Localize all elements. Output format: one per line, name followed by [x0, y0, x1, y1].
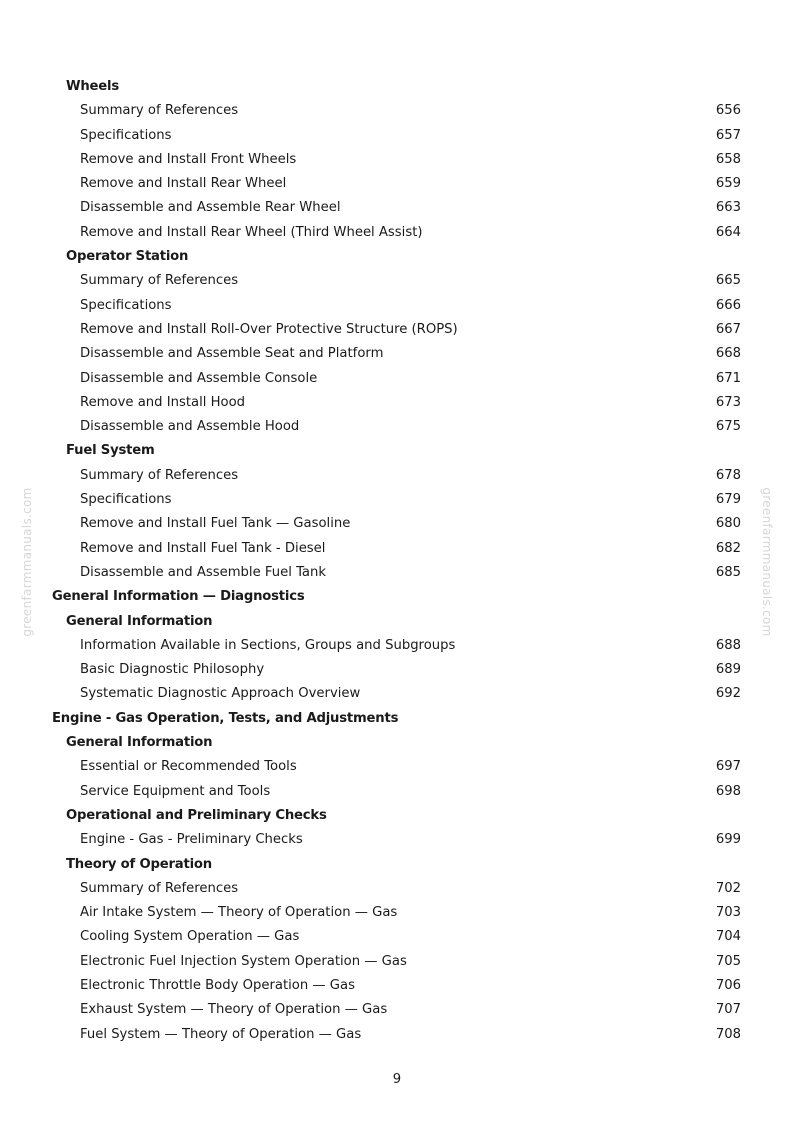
- toc-page-number: 679: [715, 492, 741, 508]
- toc-page-number: 666: [715, 297, 741, 313]
- toc-page-number: 702: [715, 880, 741, 896]
- toc-page-number: 656: [715, 103, 741, 119]
- toc-page-number: 708: [715, 1026, 741, 1042]
- toc-heading: [0, 75, 794, 99]
- toc-entry-label: Service Equipment and Tools: [80, 783, 271, 799]
- toc-heading-label: General Information — Diagnostics: [52, 589, 305, 605]
- toc-entry[interactable]: [0, 561, 794, 585]
- toc-page-number: 667: [715, 321, 741, 337]
- toc-entry-label: Disassemble and Assemble Fuel Tank: [80, 564, 327, 580]
- toc-entry[interactable]: [0, 269, 794, 293]
- toc-entry-label: Remove and Install Fuel Tank - Diesel: [80, 540, 326, 556]
- toc-heading-label: Operator Station: [66, 249, 189, 265]
- toc-entry-label: Remove and Install Front Wheels: [80, 151, 297, 167]
- toc-page-number: 678: [715, 467, 741, 483]
- toc-page-number: 659: [715, 176, 741, 192]
- toc-page-number: 697: [715, 759, 741, 775]
- toc-entry-label: Disassemble and Assemble Console: [80, 370, 318, 386]
- toc-page-number: 675: [715, 419, 741, 435]
- toc-entry[interactable]: [0, 658, 794, 682]
- toc-entry-label: Cooling System Operation — Gas: [80, 929, 300, 945]
- toc-page-number: 707: [715, 1002, 741, 1018]
- toc-entry[interactable]: [0, 464, 794, 488]
- toc-entry-label: Engine - Gas - Preliminary Checks: [80, 832, 303, 848]
- toc-page-number: 680: [715, 516, 741, 532]
- toc-entry-label: Remove and Install Rear Wheel (Third Wheel Assist): [80, 224, 423, 240]
- toc-page-number: 657: [715, 127, 741, 143]
- toc-entry[interactable]: [0, 148, 794, 172]
- watermark-right: greenfarmmanuals.com: [760, 487, 774, 637]
- toc-page-number: 692: [715, 686, 741, 702]
- toc-entry-label: Remove and Install Hood: [80, 394, 246, 410]
- toc-entry-label: Remove and Install Fuel Tank — Gasoline: [80, 516, 351, 532]
- toc-entry[interactable]: [0, 318, 794, 342]
- toc-entry[interactable]: [0, 537, 794, 561]
- toc-entry[interactable]: [0, 196, 794, 220]
- toc-entry[interactable]: [0, 99, 794, 123]
- toc-heading-label: Engine - Gas Operation, Tests, and Adjustments: [52, 710, 399, 726]
- toc-heading: [0, 853, 794, 877]
- toc-entry-label: Fuel System — Theory of Operation — Gas: [80, 1026, 362, 1042]
- toc-entry-label: Summary of References: [80, 467, 239, 483]
- toc-heading: [0, 610, 794, 634]
- toc-heading: [0, 245, 794, 269]
- toc-entry-label: Disassemble and Assemble Hood: [80, 419, 300, 435]
- toc-page-number: 685: [715, 564, 741, 580]
- toc-page-number: 698: [715, 783, 741, 799]
- toc-heading-label: General Information: [66, 613, 213, 629]
- toc-entry-label: Remove and Install Roll-Over Protective Structure (ROPS): [80, 321, 458, 337]
- toc-entry[interactable]: [0, 780, 794, 804]
- toc-entry[interactable]: [0, 512, 794, 536]
- toc-page-number: 682: [715, 540, 741, 556]
- toc-entry-label: Specifications: [80, 127, 172, 143]
- toc-entry[interactable]: [0, 391, 794, 415]
- toc-entry[interactable]: [0, 901, 794, 925]
- toc-entry[interactable]: [0, 682, 794, 706]
- toc-entry[interactable]: [0, 342, 794, 366]
- toc-page-number: 703: [715, 905, 741, 921]
- watermark-left: greenfarmmanuals.com: [20, 487, 34, 637]
- toc-entry[interactable]: [0, 877, 794, 901]
- toc-page-number: 664: [715, 224, 741, 240]
- toc-entry[interactable]: [0, 294, 794, 318]
- toc-page-number: 706: [715, 977, 741, 993]
- toc-entry[interactable]: [0, 1023, 794, 1047]
- table-of-contents: [0, 75, 794, 1047]
- toc-page-number: 668: [715, 346, 741, 362]
- toc-entry-label: Summary of References: [80, 273, 239, 289]
- toc-entry-label: Exhaust System — Theory of Operation — Gas: [80, 1002, 388, 1018]
- toc-page-number: 673: [715, 394, 741, 410]
- toc-entry[interactable]: [0, 172, 794, 196]
- toc-entry[interactable]: [0, 828, 794, 852]
- toc-heading-label: Fuel System: [66, 443, 155, 459]
- toc-entry-label: Basic Diagnostic Philosophy: [80, 662, 265, 678]
- toc-entry-label: Air Intake System — Theory of Operation — Gas: [80, 905, 398, 921]
- toc-page-number: 689: [715, 662, 741, 678]
- toc-entry[interactable]: [0, 998, 794, 1022]
- toc-heading: [0, 585, 794, 609]
- toc-page-number: 663: [715, 200, 741, 216]
- toc-entry-label: Essential or Recommended Tools: [80, 759, 297, 775]
- toc-entry-label: Specifications: [80, 492, 172, 508]
- toc-entry-label: Systematic Diagnostic Approach Overview: [80, 686, 361, 702]
- toc-entry[interactable]: [0, 634, 794, 658]
- toc-heading-label: Operational and Preliminary Checks: [66, 807, 327, 823]
- toc-entry[interactable]: [0, 950, 794, 974]
- toc-page-number: 705: [715, 953, 741, 969]
- toc-entry-label: Remove and Install Rear Wheel: [80, 176, 287, 192]
- toc-heading: [0, 804, 794, 828]
- toc-heading: [0, 707, 794, 731]
- toc-heading: [0, 731, 794, 755]
- toc-entry-label: Summary of References: [80, 880, 239, 896]
- toc-entry-label: Specifications: [80, 297, 172, 313]
- toc-entry-label: Information Available in Sections, Groups and Subgroups: [80, 637, 456, 653]
- toc-heading-label: Wheels: [66, 79, 119, 94]
- toc-heading: [0, 439, 794, 463]
- toc-entry-label: Summary of References: [80, 103, 239, 119]
- toc-entry[interactable]: [0, 974, 794, 998]
- page-number: 9: [392, 1072, 402, 1087]
- toc-page-number: 688: [715, 637, 741, 653]
- toc-page-number: 704: [715, 929, 741, 945]
- toc-entry-label: Disassemble and Assemble Seat and Platform: [80, 346, 384, 362]
- toc-entry-label: Electronic Throttle Body Operation — Gas: [80, 977, 355, 993]
- toc-page-number: 665: [715, 273, 741, 289]
- toc-heading-label: General Information: [66, 735, 213, 751]
- toc-entry[interactable]: [0, 925, 794, 949]
- toc-entry[interactable]: [0, 124, 794, 148]
- toc-heading-label: Theory of Operation: [66, 856, 212, 872]
- toc-page-number: 658: [715, 151, 741, 167]
- toc-entry[interactable]: [0, 488, 794, 512]
- toc-entry-label: Disassemble and Assemble Rear Wheel: [80, 200, 341, 216]
- toc-entry[interactable]: [0, 221, 794, 245]
- toc-entry[interactable]: [0, 367, 794, 391]
- toc-page-number: 699: [715, 832, 741, 848]
- toc-entry[interactable]: [0, 755, 794, 779]
- toc-entry-label: Electronic Fuel Injection System Operation — Gas: [80, 953, 407, 969]
- toc-page-number: 671: [715, 370, 741, 386]
- toc-entry[interactable]: [0, 415, 794, 439]
